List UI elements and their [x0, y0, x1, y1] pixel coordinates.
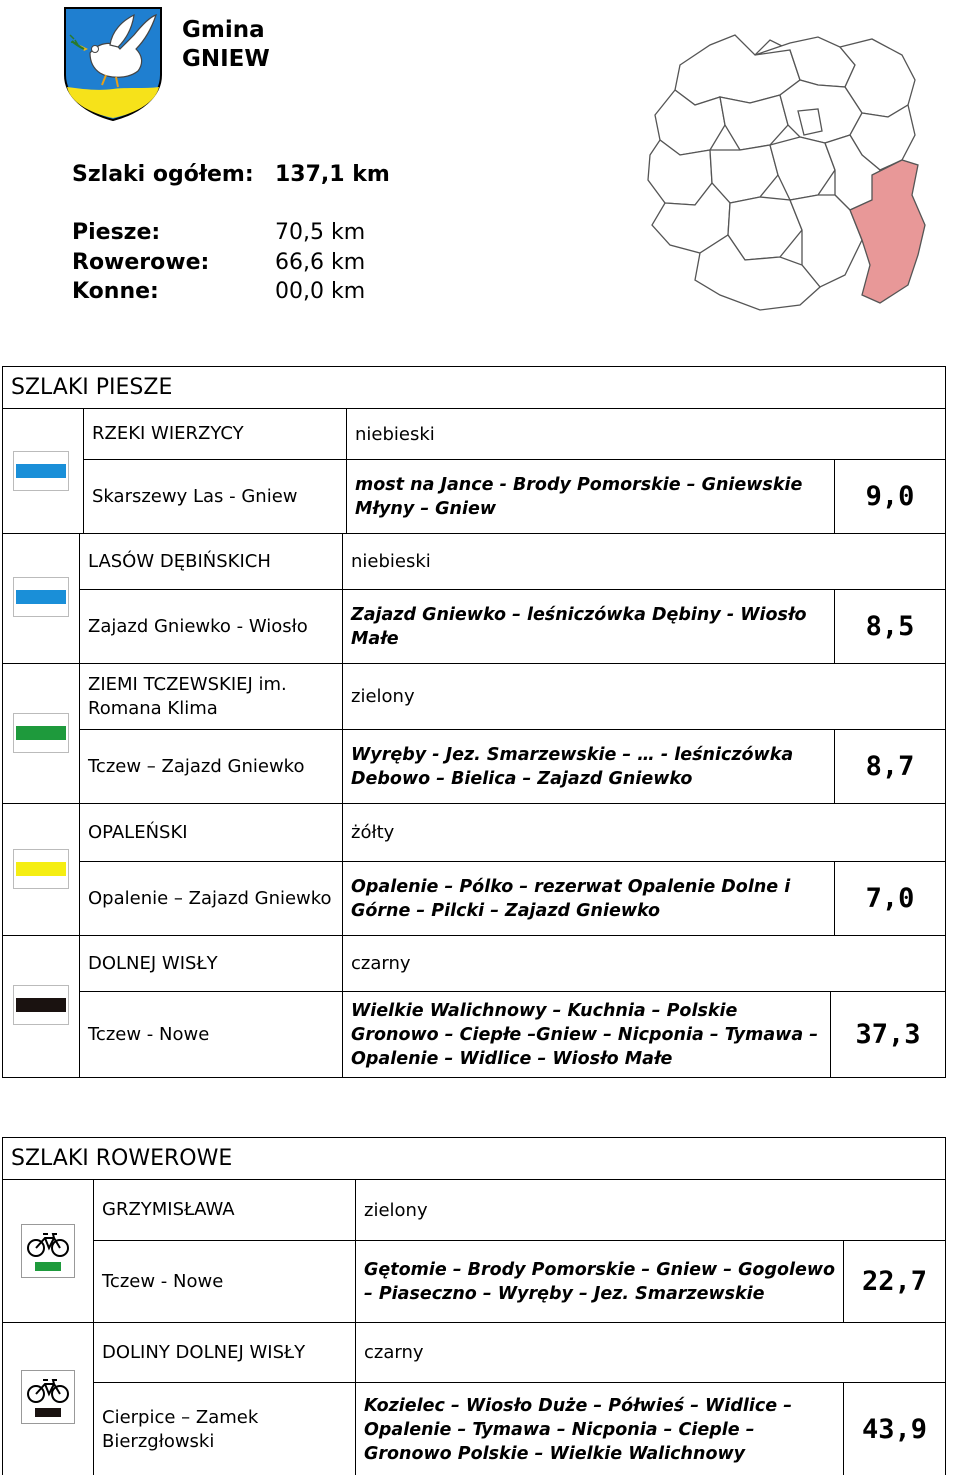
- trail-segment: Tczew - Nowe: [79, 991, 342, 1077]
- total-trails-label: Szlaki ogółem:: [72, 162, 254, 187]
- trail-name: GRZYMISŁAWA: [93, 1180, 355, 1240]
- cycling-value: 66,6 km: [275, 250, 366, 275]
- yellow-trail-marker-icon: [13, 849, 69, 889]
- trail-length: 7,0: [834, 861, 945, 935]
- trail-route: Wielkie Walichnowy – Kuchnia – Polskie Gronowo – Ciepłe –Gniew – Nicponia – Tymawa – Opalenie – Widlice – Wiosło Małe: [342, 991, 830, 1077]
- trail-length: 37,3: [830, 991, 945, 1077]
- trail-segment: Tczew – Zajazd Gniewko: [79, 729, 342, 803]
- green-trail-marker-icon: [13, 713, 69, 753]
- cycling-trails-title: SZLAKI ROWEROWE: [3, 1138, 945, 1180]
- trail-name: RZEKI WIERZYCY: [83, 409, 346, 459]
- coat-of-arms-icon: [62, 5, 164, 123]
- trail-name: LASÓW DĘBIŃSKICH: [79, 533, 342, 589]
- blue-trail-marker-icon: [13, 451, 69, 491]
- trail-color: czarny: [355, 1322, 945, 1382]
- trail-route: Gętomie – Brody Pomorskie – Gniew – Gogolewo – Piaseczno – Wyręby – Jez. Smarzewskie: [355, 1240, 843, 1322]
- trail-segment: Zajazd Gniewko - Wiosło: [79, 589, 342, 663]
- cycling-trails-table: [2, 1137, 946, 1475]
- trail-segment: Opalenie – Zajazd Gniewko: [79, 861, 342, 935]
- trail-name: OPALEŃSKI: [79, 803, 342, 861]
- trail-length: 8,5: [834, 589, 945, 663]
- trail-color: żółty: [342, 803, 945, 861]
- total-trails-value: 137,1 km: [275, 162, 390, 187]
- trail-length: 22,7: [843, 1240, 945, 1322]
- trail-color: niebieski: [346, 409, 945, 459]
- trail-color: zielony: [342, 663, 945, 729]
- gmina-title-line2: GNIEW: [182, 46, 270, 72]
- bike-trail-green-marker-icon: [21, 1224, 75, 1278]
- walking-trails-table: [2, 366, 946, 1078]
- trail-route: Opalenie – Pólko – rezerwat Opalenie Dolne i Górne – Pilcki – Zajazd Gniewko: [342, 861, 834, 935]
- walking-label: Piesze:: [72, 220, 161, 245]
- trail-route: Wyręby - Jez. Smarzewskie – … - leśniczówka Debowo – Bielica – Zajazd Gniewko: [342, 729, 834, 803]
- blue-trail-marker-icon: [13, 577, 69, 617]
- horse-label: Konne:: [72, 279, 159, 304]
- trail-name: DOLINY DOLNEJ WISŁY: [93, 1322, 355, 1382]
- trail-color: zielony: [355, 1180, 945, 1240]
- cycling-label: Rowerowe:: [72, 250, 210, 275]
- trail-route: Zajazd Gniewko – leśniczówka Dębiny - Wiosło Małe: [342, 589, 834, 663]
- trail-segment: Skarszewy Las - Gniew: [83, 459, 346, 533]
- trail-route: most na Jance - Brody Pomorskie – Gniewskie Młyny – Gniew: [346, 459, 834, 533]
- trail-length: 9,0: [834, 459, 945, 533]
- trail-length: 43,9: [843, 1382, 945, 1475]
- trail-length: 8,7: [834, 729, 945, 803]
- region-map: [640, 25, 940, 320]
- bike-trail-black-marker-icon: [21, 1370, 75, 1424]
- gmina-title: [182, 16, 270, 74]
- trail-segment: Cierpice – Zamek Bierzgłowski: [93, 1382, 355, 1475]
- horse-value: 00,0 km: [275, 279, 366, 304]
- trail-name: ZIEMI TCZEWSKIEJ im. Romana Klima: [79, 663, 342, 729]
- black-trail-marker-icon: [13, 985, 69, 1025]
- trail-route: Kozielec – Wiosło Duże – Półwieś – Widlice – Opalenie – Tymawa – Nicponia – Cieple – Gronowo Polskie – Wielkie Walichnowy: [355, 1382, 843, 1475]
- walking-value: 70,5 km: [275, 220, 366, 245]
- trail-color: niebieski: [342, 533, 945, 589]
- gmina-title-line1: Gmina: [182, 17, 265, 43]
- trail-segment: Tczew - Nowe: [93, 1240, 355, 1322]
- trail-color: czarny: [342, 935, 945, 991]
- trail-name: DOLNEJ WISŁY: [79, 935, 342, 991]
- walking-trails-title: SZLAKI PIESZE: [3, 367, 945, 409]
